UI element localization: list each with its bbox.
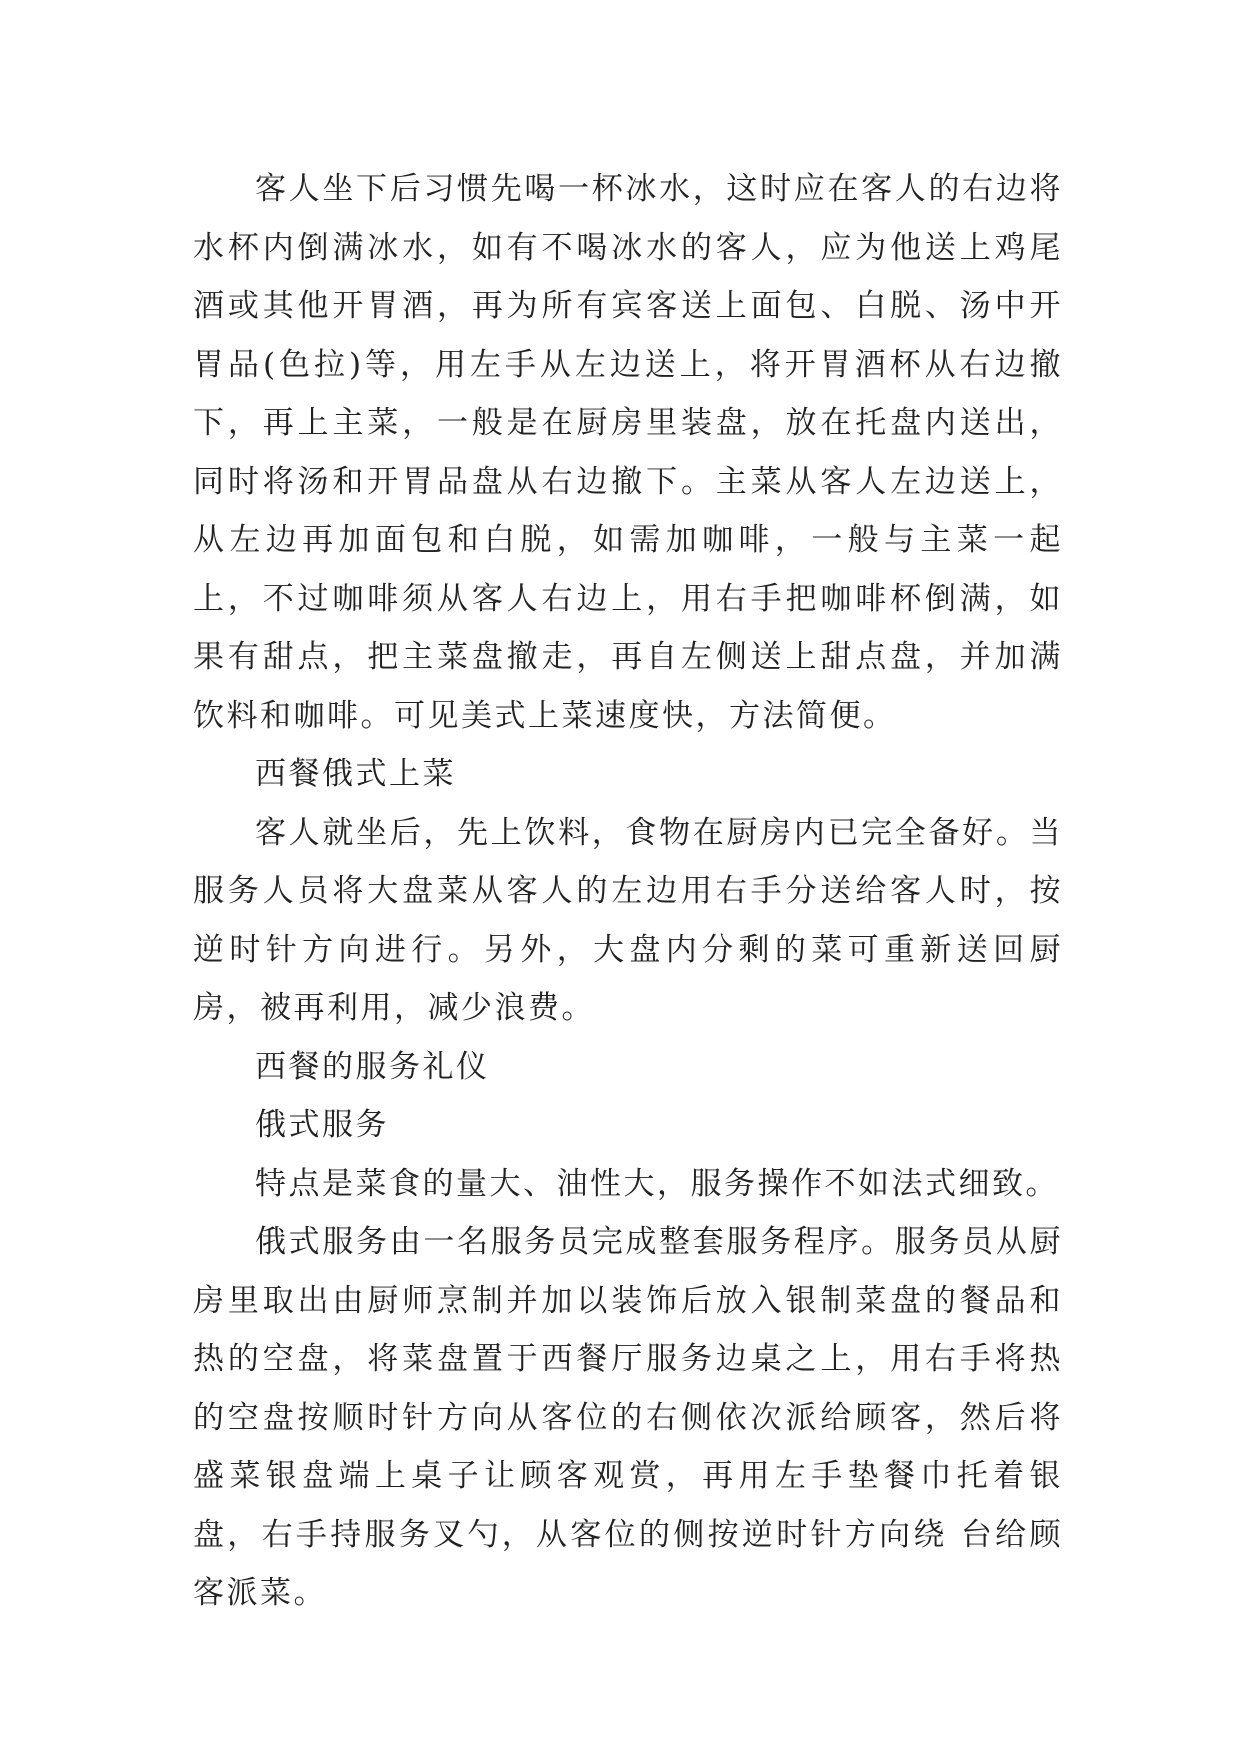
document-body [193,160,1063,1623]
heading-service-etiquette: 西餐的服务礼仪 [255,1048,490,1085]
heading-russian-serving: 西餐俄式上菜 [255,756,456,792]
paragraph-american-service: 客人坐下后习惯先喝一杯冰水，这时应在客人的右边将水杯内倒满冰水，如有不喝冰水的客人，应为他送上鸡尾酒或其他开胃酒，再为所有宾客送上面包、白脱、汤中开胃品(色拉)等，用左手从左边送上，将开胃酒杯从右边撤下，再上主菜，一般是在厨房里装盘，放在托盘内送出，同时将汤和开胃品盘从右边撤下。主菜从客人左边送上，从左边再加面包和白脱，如需加咖啡，一般与主菜一起上，不过咖啡须从客人右边上，用右手把咖啡杯倒满，如果有甜点，把主菜盘撤走，再自左侧送上甜点盘，并加满饮料和咖啡。可见美式上菜速度快，方法简便。 [193,171,1063,734]
paragraph-russian-serving: 客人就坐后，先上饮料，食物在厨房内已完全备好。当服务人员将大盘菜从客人的左边用右手分送给客人时，按逆时针方向进行。另外，大盘内分剩的菜可重新送回厨房，被再利用，减少浪费。 [193,814,1063,1026]
heading-russian-service: 俄式服务 [255,1107,389,1143]
paragraph-features: 特点是菜食的量大、油性大，服务操作不如法式细致。 [255,1165,1059,1202]
paragraph-russian-procedure: 俄式服务由一名服务员完成整套服务程序。服务员从厨房里取出由厨师烹制并加以装饰后放入银制菜盘的餐品和热的空盘，将菜盘置于西餐厅服务边桌之上，用右手将热的空盘按顺时针方向从客位的右侧依次派给顾客，然后将盛菜银盘端上桌子让顾客观赏，再用左手垫餐巾托着银盘，右手持服务叉勺，从客位的侧按逆时针方向绕 台给顾客派菜。 [193,1224,1063,1611]
